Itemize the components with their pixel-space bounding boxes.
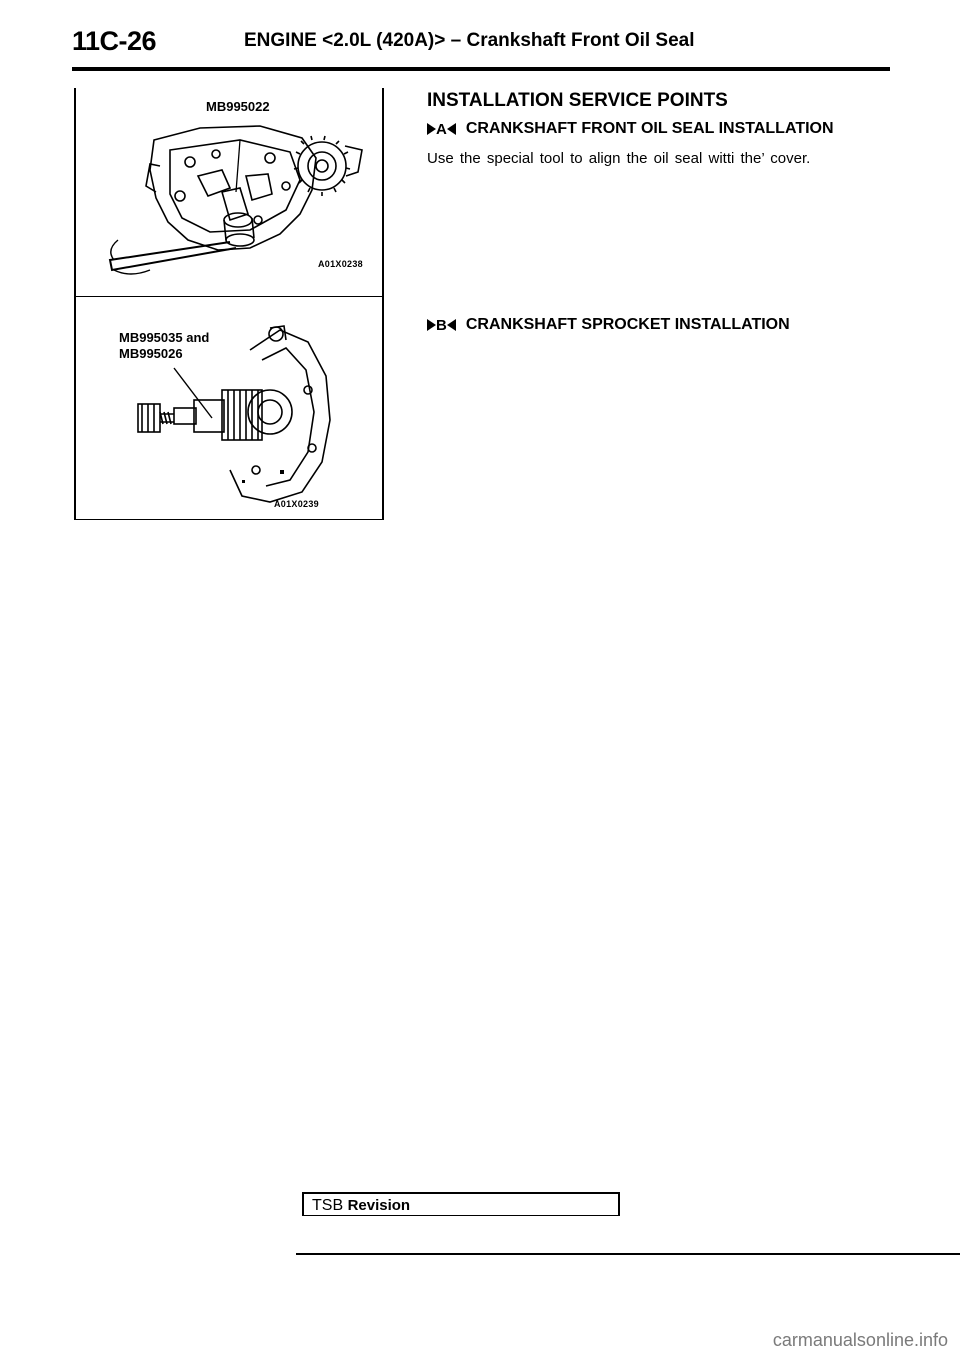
step-b-marker (427, 317, 456, 334)
step-heading-text: CRANKSHAFT SPROCKET INSTALLATION (465, 316, 790, 333)
tool-label-mb995026: MB995026 (119, 346, 183, 361)
page-title: ENGINE <2.0L (420A)> – Crankshaft Front Oil Seal (244, 30, 695, 51)
figure-code: A01X0239 (274, 499, 319, 509)
header-rule (72, 67, 890, 71)
frame-right-rule (382, 88, 384, 520)
left-triangle-icon (447, 123, 456, 135)
step-a-body: Use the special tool to align the oil seal witti the’ cover. (427, 150, 811, 167)
step-a-heading (427, 120, 834, 138)
tsb-revision-label (312, 1197, 410, 1215)
section-title: INSTALLATION SERVICE POINTS (427, 90, 728, 111)
leader-line (172, 366, 216, 422)
frame-left-rule (74, 88, 76, 520)
step-a-marker (427, 121, 456, 138)
tool-label-mb995035: MB995035 and (119, 330, 210, 345)
step-b-heading (427, 316, 790, 334)
tsb-prefix: TSB (312, 1197, 344, 1214)
figure-code: A01X0238 (318, 259, 363, 269)
step-marker-letter: A (436, 120, 447, 138)
left-triangle-icon (447, 319, 456, 331)
page-number: 11C-26 (72, 26, 157, 56)
watermark-text: carmanualsonline.info (772, 1330, 948, 1350)
right-triangle-icon (427, 319, 436, 331)
tool-label-mb995022: MB995022 (206, 99, 270, 114)
frame-divider (76, 296, 382, 297)
right-triangle-icon (427, 123, 436, 135)
footer-rule (296, 1253, 960, 1255)
frame-bottom-rule (74, 519, 384, 520)
tsb-word: Revision (347, 1197, 411, 1214)
step-marker-letter: B (436, 316, 447, 334)
step-heading-text: CRANKSHAFT FRONT OIL SEAL INSTALLATION (465, 120, 834, 137)
